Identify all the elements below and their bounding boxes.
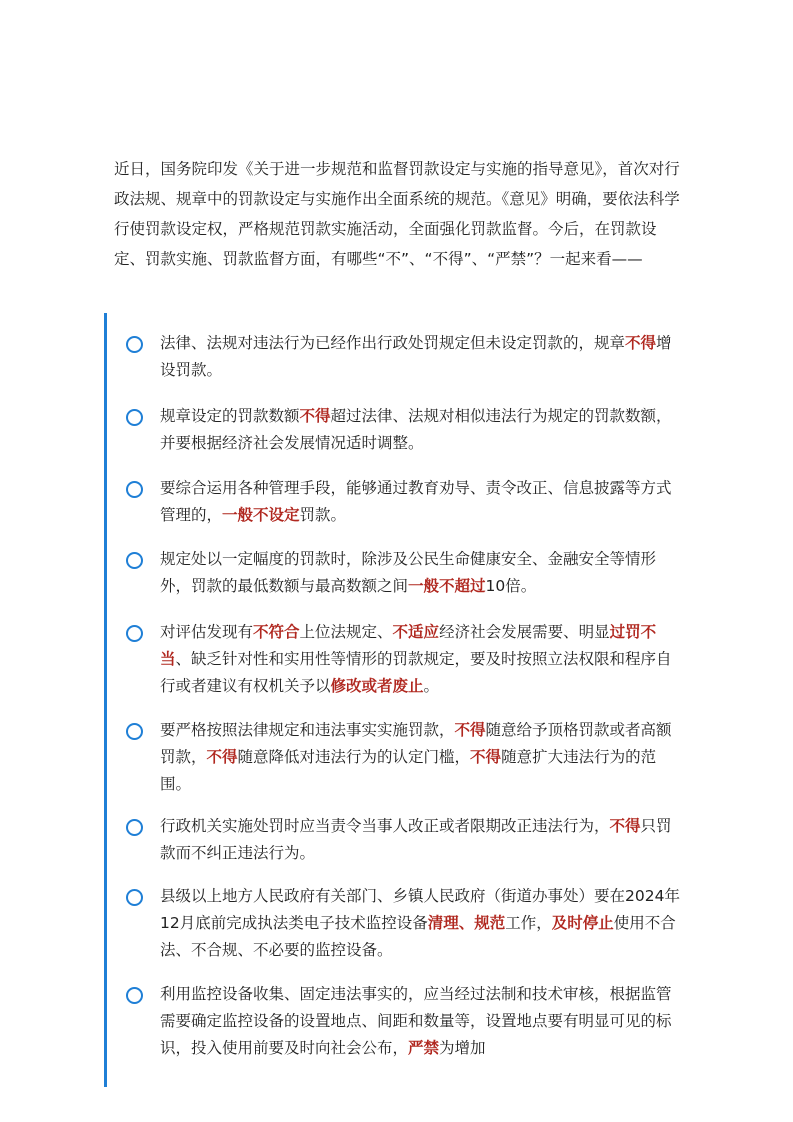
highlight-text: 不得	[625, 334, 657, 352]
text-segment: 10倍。	[485, 577, 537, 595]
list-item	[126, 813, 680, 867]
list-item	[126, 717, 680, 798]
item-text	[160, 623, 672, 695]
list-item	[126, 475, 680, 529]
text-segment: 行政机关实施处罚时应当责令当事人改正或者限期改正违法行为，	[160, 817, 610, 835]
text-segment: 规定处以一定幅度的罚款时，除涉及公民生命健康安全、金融安全等情形外，罚款的最低数额与最高数额之间	[160, 550, 657, 595]
circle-bullet-icon	[126, 819, 143, 836]
text-segment: 使用不合法、不合规、不必要的监控设备。	[160, 914, 676, 959]
text-segment: 随意给予顶格罚款或者高额罚款，	[160, 721, 672, 766]
item-text	[160, 550, 656, 595]
text-segment: 罚款。	[299, 506, 347, 524]
circle-bullet-icon	[126, 723, 143, 740]
circle-bullet-icon	[126, 409, 143, 426]
highlight-text: 不得	[470, 748, 502, 766]
circle-bullet-icon	[126, 552, 143, 569]
circle-bullet-icon	[126, 625, 143, 642]
item-text	[160, 407, 672, 452]
text-segment: 、缺乏针对性和实用性等情形的罚款规定，要及时按照立法权限和程序自行或者建议有权机关予以	[160, 650, 672, 695]
intro-paragraph: 近日，国务院印发《关于进一步规范和监督罚款设定与实施的指导意见》，首次对行政法规、规章中的罚款设定与实施作出全面系统的规范。《意见》明确，要依法科学行使罚款设定权，严格规范罚款实施活动，全面强化罚款监督。今后，在罚款设定、罚款实施、罚款监督方面，有哪些“不”、“不得”、“严禁”？一起来看——	[114, 160, 680, 268]
text-segment: 上位法规定、	[299, 623, 393, 641]
text-segment: 县级以上地方人民政府有关部门、乡镇人民政府（街道办事处）要在2024年12月底前完成执法类电子技术监控设备	[160, 887, 680, 932]
highlight-text: 不得	[609, 817, 641, 835]
text-segment: 只罚款而不纠正违法行为。	[160, 817, 672, 862]
text-segment: 工作，	[505, 914, 552, 932]
list-item	[126, 546, 680, 600]
text-segment: 超过法律、法规对相似违法行为规定的罚款数额，并要根据经济社会发展情况适时调整。	[160, 407, 672, 452]
item-text	[160, 334, 672, 379]
highlight-text: 及时停止	[551, 914, 614, 932]
circle-bullet-icon	[126, 987, 143, 1004]
list-item	[126, 981, 680, 1062]
blue-vertical-rule	[104, 313, 107, 1087]
highlight-text: 不得	[454, 721, 486, 739]
item-text	[160, 817, 672, 862]
text-segment: 随意降低对违法行为的认定门槛，	[237, 748, 471, 766]
text-segment: 随意扩大违法行为的范围。	[160, 748, 657, 793]
highlight-text: 严禁	[408, 1039, 440, 1057]
highlight-text: 不适应	[392, 623, 440, 641]
text-segment: 利用监控设备收集、固定违法事实的，应当经过法制和技术审核，根据监管需要确定监控设备的设置地点、间距和数量等，设置地点要有明显可见的标识，投入使用前要及时向社会公布，	[160, 985, 672, 1057]
text-segment: 规章设定的罚款数额	[160, 407, 300, 425]
highlight-text: 修改或者废止	[330, 677, 424, 695]
text-segment: 要严格按照法律规定和违法事实实施罚款，	[160, 721, 455, 739]
list-item	[126, 883, 680, 964]
circle-bullet-icon	[126, 481, 143, 498]
text-segment: 为增加	[439, 1039, 486, 1057]
text-segment: 要综合运用各种管理手段，能够通过教育劝导、责令改正、信息披露等方式管理的，	[160, 479, 672, 524]
text-segment: 。	[423, 677, 440, 695]
list-item	[126, 403, 680, 457]
highlight-text: 不得	[206, 748, 238, 766]
text-segment: 增设罚款。	[160, 334, 672, 379]
circle-bullet-icon	[126, 336, 143, 353]
list-item	[126, 330, 680, 384]
item-text	[160, 985, 672, 1057]
highlight-text: 一般不设定	[222, 506, 300, 524]
item-text	[160, 887, 680, 959]
list-item	[126, 619, 680, 700]
text-segment: 经济社会发展需要、明显	[439, 623, 610, 641]
text-segment: 法律、法规对违法行为已经作出行政处罚规定但未设定罚款的，规章	[160, 334, 626, 352]
text-segment: 对评估发现有	[160, 623, 254, 641]
highlight-text: 过罚不当	[160, 623, 657, 668]
circle-bullet-icon	[126, 889, 143, 906]
highlight-text: 不符合	[253, 623, 300, 641]
highlight-text: 不得	[299, 407, 331, 425]
item-text	[160, 479, 672, 524]
highlight-text: 一般不超过	[408, 577, 486, 595]
item-text	[160, 721, 672, 793]
highlight-text: 清理、规范	[427, 914, 506, 932]
